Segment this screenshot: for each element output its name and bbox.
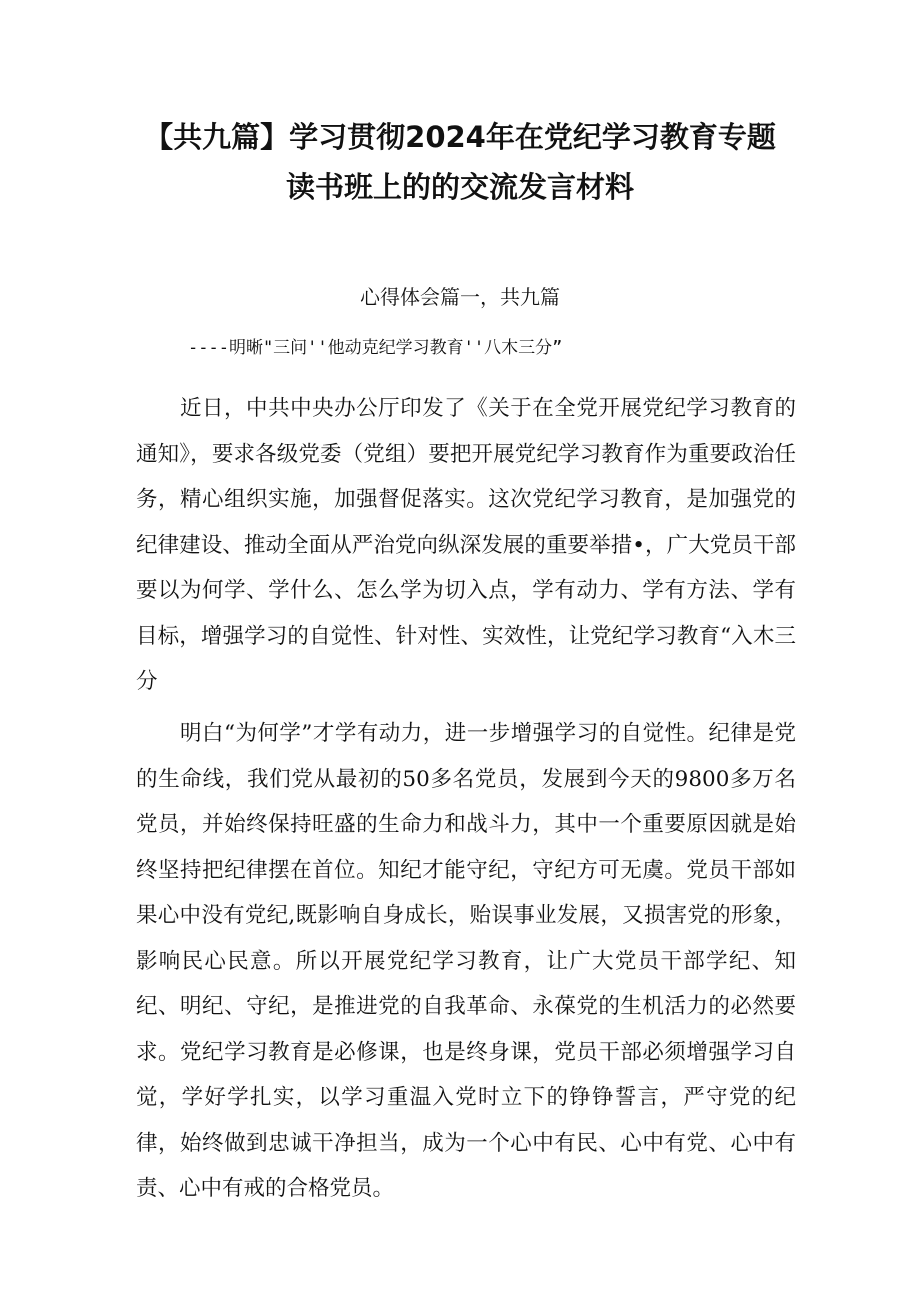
section-tagline: ----明晰"三问''他动克纪学习教育''八木三分”	[188, 338, 563, 358]
body-paragraph-2: 明白“为何学”才学有动力，进一步增强学习的自觉性。纪律是党的生命线，我们党从最初的50多名党员，发展到今天的9800多万名党员，并始终保持旺盛的生命力和战斗力，其中一个重要原因就是始终坚持把纪律摆在首位。知纪才能守纪，守纪方可无虞。党员干部如果心中没有党纪,既影响自身成长，贻误事业发展，又损害党的形象，影响民心民意。所以开展党纪学习教育，让广大党员干部学纪、知纪、明纪、守纪，是推进党的自我革命、永葆党的生机活力的必然要求。党纪学习教育是必修课，也是终身课，党员干部必须增强学习自觉，学好学扎实，以学习重温入党时立下的铮铮誓言，严守党的纪律，始终做到忠诚干净担当，成为一个心中有民、心中有党、心中有责、心中有戒的合格党员。	[136, 721, 796, 1201]
body-paragraph-1: 近日，中共中央办公厅印发了《关于在全党开展党纪学习教育的通知》，要求各级党委（党组）要把开展党纪学习教育作为重要政治任务，精心组织实施，加强督促落实。这次党纪学习教育，是加强党的纪律建设、推动全面从严治党向纵深发展的重要举措•，广大党员干部要以为何学、学什么、怎么学为切入点，学有动力、学有方法、学有目标，增强学习的自觉性、针对性、实效性，让党纪学习教育“入木三分	[136, 396, 796, 694]
section-heading: 心得体会篇一，共九篇	[360, 285, 560, 309]
document-title-line-1: 【共九篇】学习贯彻2024年在党纪学习教育专题	[144, 120, 776, 154]
document-title-line-2: 读书班上的的交流发言材料	[285, 170, 634, 204]
